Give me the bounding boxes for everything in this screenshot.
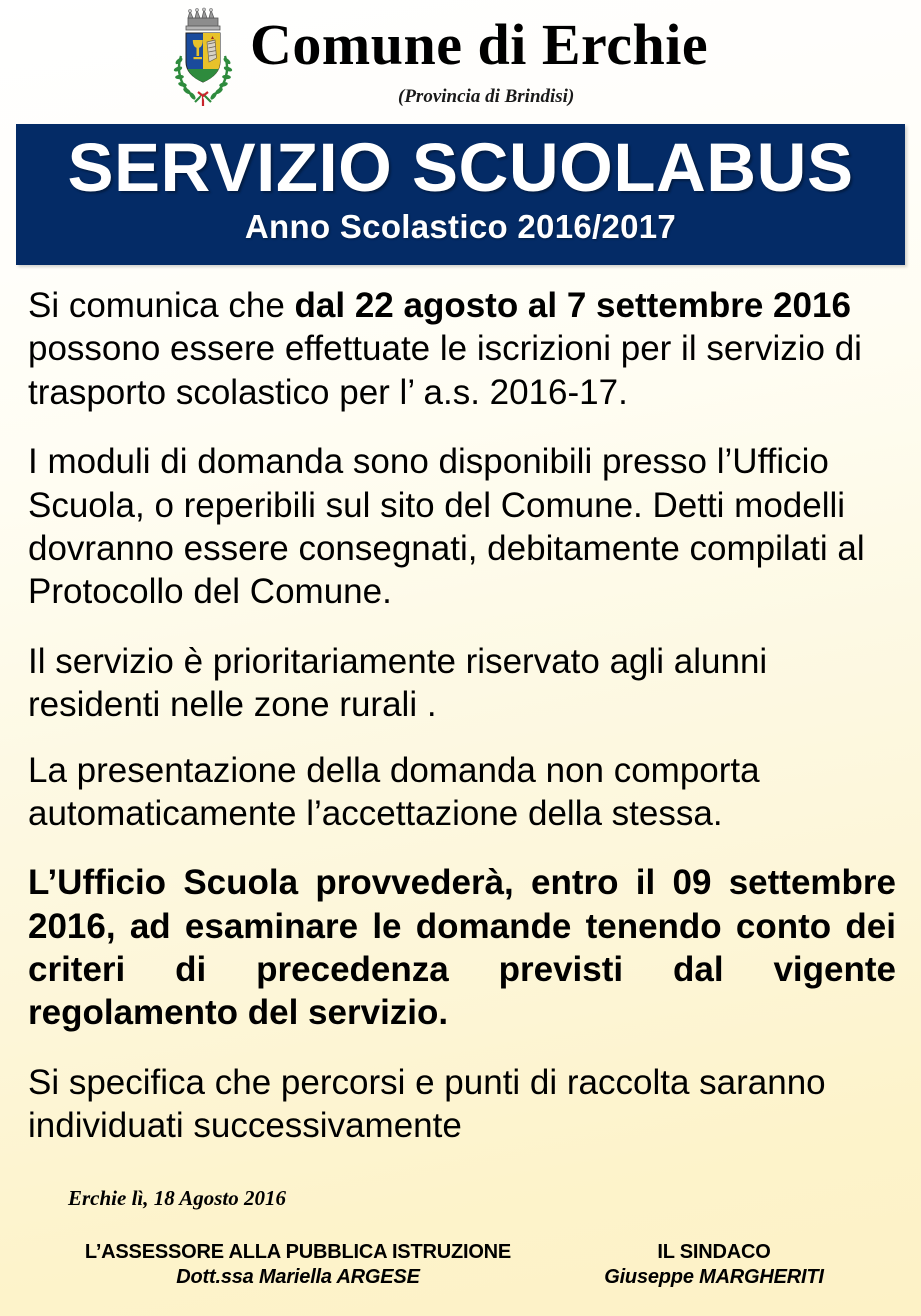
- signatory-name: Dott.ssa Mariella ARGESE: [176, 1266, 420, 1288]
- service-banner: [16, 124, 905, 265]
- paragraph-forms-availability: I moduli di domanda sono disponibili presso l’Ufficio Scuola, o reperibili sul sito del Comune. Detti modelli dovranno essere consegnati, debitamente compilati al Protocollo del Comune.: [28, 442, 865, 612]
- paragraph-review-deadline: L’Ufficio Scuola provvederà, entro il 09 settembre 2016, ad esaminare le domande tenendo conto dei criteri di precedenza previsti dal vigente regolamento del servizio.: [28, 863, 896, 1033]
- comune-coat-of-arms-icon: [168, 6, 238, 114]
- signatory-sindaco: [564, 1240, 864, 1290]
- page-title: Comune di Erchie: [250, 12, 709, 77]
- banner-title: SERVIZIO SCUOLABUS: [67, 129, 854, 206]
- signatory-role: IL SINDACO: [657, 1241, 771, 1263]
- p1-highlight-dates: dal 22 agosto al 7 settembre 2016: [294, 286, 851, 325]
- notice-body: [28, 284, 896, 1148]
- p1-lead-text: Si comunica che: [28, 286, 295, 325]
- signatory-assessore: [38, 1240, 558, 1290]
- paragraph-registration-window: [28, 284, 896, 414]
- province-subtitle: (Provincia di Brindisi): [398, 86, 575, 107]
- p1-trailing-text: possono essere effettuate le iscrizioni per il servizio di trasporto scolastico per l’ a.s. 2016-17.: [28, 329, 862, 412]
- date-line: Erchie lì, 18 Agosto 2016: [68, 1186, 286, 1210]
- signature-block: [0, 1240, 921, 1290]
- paragraph-routes-later: Si specifica che percorsi e punti di raccolta saranno individuati successivamente: [28, 1062, 826, 1146]
- banner-subtitle: Anno Scolastico 2016/2017: [244, 207, 677, 245]
- signatory-name: Giuseppe MARGHERITI: [604, 1266, 824, 1288]
- signatory-role: L’ASSESSORE ALLA PUBBLICA ISTRUZIONE: [84, 1241, 512, 1263]
- paragraph-priority-rural: Il servizio è prioritariamente riservato agli alunni residenti nelle zone rurali .: [28, 641, 768, 725]
- document-header: [0, 0, 921, 118]
- paragraph-no-automatic-acceptance: La presentazione della domanda non comporta automaticamente l’accettazione della stessa.: [28, 750, 760, 833]
